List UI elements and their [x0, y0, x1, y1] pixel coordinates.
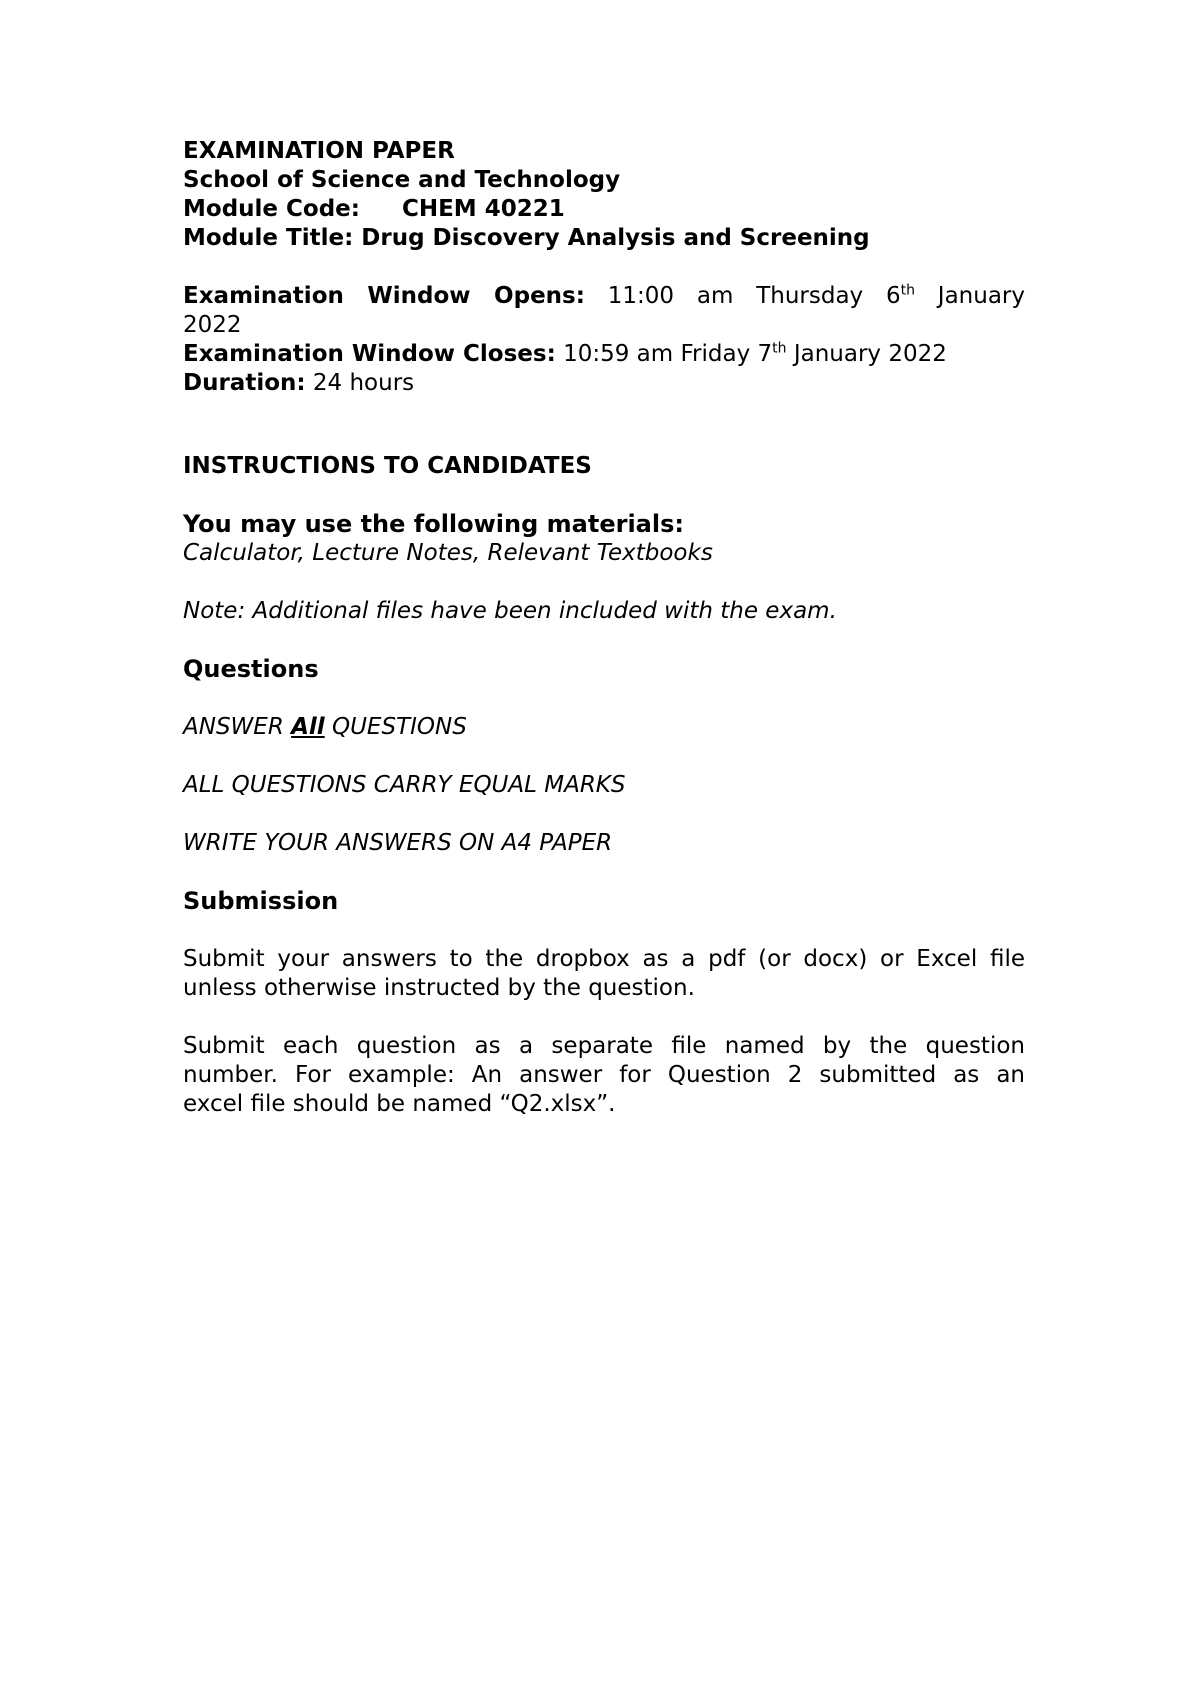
window-closes-label: Examination Window Closes:	[183, 341, 556, 367]
window-opens-label: Examination Window Opens:	[183, 283, 585, 309]
duration-value: 24 hours	[312, 370, 415, 396]
module-code	[183, 195, 1025, 224]
questions-heading: Questions	[183, 655, 319, 683]
duration-label: Duration:	[183, 370, 306, 396]
answer-all-emphasis: All	[291, 714, 325, 740]
submission-para1-line1: Submit your answers to the dropbox as a pdf (or docx) or Excel file	[183, 946, 1025, 972]
exam-cover-page	[183, 137, 1025, 1119]
submission-para2-line3: excel file should be named “Q2.xlsx”.	[183, 1091, 616, 1117]
module-title-label: Module Title:	[183, 225, 354, 251]
module-title-value: Drug Discovery Analysis and Screening	[361, 225, 870, 251]
materials-list: Calculator, Lecture Notes, Relevant Textbooks	[183, 540, 713, 566]
instructions-heading: INSTRUCTIONS TO CANDIDATES	[183, 453, 592, 479]
window-closes-month-year: January 2022	[786, 341, 947, 367]
school-name: School of Science and Technology	[183, 167, 621, 193]
answer-all-pre: ANSWER	[183, 714, 292, 740]
submission-para2-line1: Submit each question as a separate file named by the question	[183, 1033, 1025, 1059]
window-closes-sup: th	[772, 340, 787, 357]
window-closes	[183, 340, 1025, 369]
submission-heading: Submission	[183, 887, 339, 915]
exam-paper-title: EXAMINATION PAPER	[183, 138, 455, 164]
module-code-label: Module Code:	[183, 196, 360, 222]
window-opens-month: January	[914, 283, 1026, 309]
window-closes-value: 10:59 am Friday 7	[563, 341, 773, 367]
submission-para2-line2: number. For example: An answer for Question 2 submitted as an	[183, 1062, 1025, 1088]
window-opens-sup: th	[900, 282, 915, 299]
answer-all-instruction	[183, 713, 1025, 742]
materials-heading: You may use the following materials:	[183, 510, 684, 538]
answer-all-post: QUESTIONS	[324, 714, 467, 740]
submission-para1-line2: unless otherwise instructed by the question.	[183, 975, 695, 1001]
duration	[183, 369, 1025, 398]
module-code-value: CHEM 40221	[401, 196, 565, 222]
equal-marks-instruction: ALL QUESTIONS CARRY EQUAL MARKS	[183, 772, 626, 798]
window-opens-year: 2022	[183, 312, 242, 338]
window-opens	[183, 282, 1025, 311]
window-opens-value: 11:00 am Thursday 6	[607, 283, 901, 309]
additional-files-note: Note: Additional files have been included with the exam.	[183, 598, 837, 624]
write-answers-instruction: WRITE YOUR ANSWERS ON A4 PAPER	[183, 830, 613, 856]
module-title	[183, 224, 1025, 253]
